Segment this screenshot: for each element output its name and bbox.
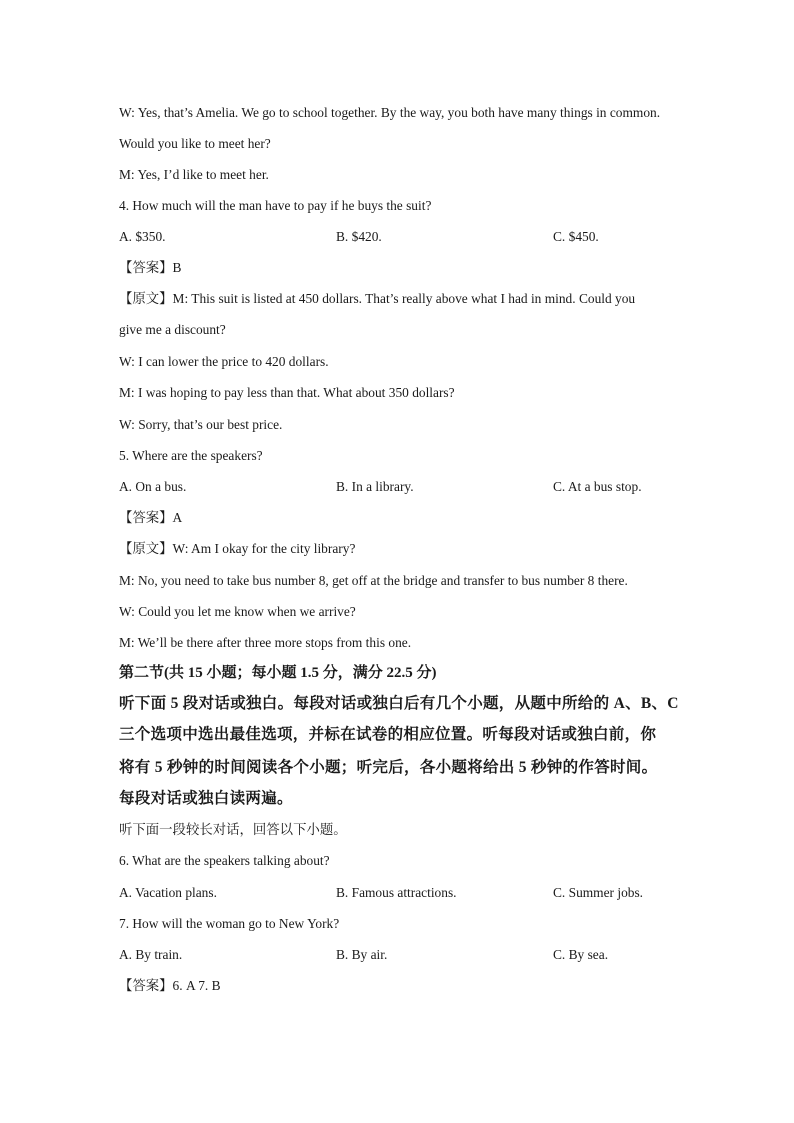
option-5b: B. In a library. <box>336 479 414 494</box>
option-6a: A. Vacation plans. <box>119 885 217 900</box>
section-2-heading: 第二节(共 15 小题；每小题 1.5 分，满分 22.5 分) <box>119 665 437 681</box>
question-7: 7. How will the woman go to New York? <box>119 916 340 931</box>
option-4b: B. $420. <box>336 229 382 244</box>
option-5a: A. On a bus. <box>119 479 187 494</box>
option-4c: C. $450. <box>553 229 599 244</box>
transcript-line: 【原文】W: Am I okay for the city library? <box>119 541 356 556</box>
transcript-line: M: We’ll be there after three more stops from this one. <box>119 635 412 650</box>
answer-4: 【答案】B <box>119 260 182 275</box>
dialogue-line: W: Yes, that’s Amelia. We go to school together. By the way, you both have many things in common. <box>119 105 661 120</box>
option-5c: C. At a bus stop. <box>553 479 642 494</box>
section-2-instructions: 三个选项中选出最佳选项，并标在试卷的相应位置。听每段对话或独白前，你 <box>119 726 657 743</box>
dialogue-line: M: Yes, I’d like to meet her. <box>119 167 269 182</box>
listening-intro: 听下面一段较长对话，回答以下小题。 <box>119 822 347 837</box>
transcript-line: M: No, you need to take bus number 8, get off at the bridge and transfer to bus number 8 there. <box>119 573 628 588</box>
option-6b: B. Famous attractions. <box>336 885 457 900</box>
section-2-instructions: 每段对话或独白读两遍。 <box>119 790 293 807</box>
transcript-line: 【原文】M: This suit is listed at 450 dollars. That’s really above what I had in mind. Could you <box>119 291 636 306</box>
transcript-line: M: I was hoping to pay less than that. What about 350 dollars? <box>119 385 455 400</box>
option-7c: C. By sea. <box>553 947 609 962</box>
transcript-line: give me a discount? <box>119 322 226 337</box>
transcript-line: W: Could you let me know when we arrive? <box>119 604 356 619</box>
question-5: 5. Where are the speakers? <box>119 448 263 463</box>
answer-5: 【答案】A <box>119 510 183 525</box>
question-4: 4. How much will the man have to pay if he buys the suit? <box>119 198 432 213</box>
option-7a: A. By train. <box>119 947 183 962</box>
question-6: 6. What are the speakers talking about? <box>119 853 330 868</box>
option-6c: C. Summer jobs. <box>553 885 644 900</box>
answer-6-7: 【答案】6. A 7. B <box>119 978 221 993</box>
option-4a: A. $350. <box>119 229 166 244</box>
section-2-instructions: 将有 5 秒钟的时间阅读各个小题；听完后，各小题将给出 5 秒钟的作答时间。 <box>119 759 658 776</box>
transcript-line: W: I can lower the price to 420 dollars. <box>119 354 329 369</box>
dialogue-line: Would you like to meet her? <box>119 136 271 151</box>
option-7b: B. By air. <box>336 947 388 962</box>
transcript-line: W: Sorry, that’s our best price. <box>119 417 283 432</box>
section-2-instructions: 听下面 5 段对话或独白。每段对话或独白后有几个小题，从题中所给的 A、B、C <box>119 695 679 712</box>
